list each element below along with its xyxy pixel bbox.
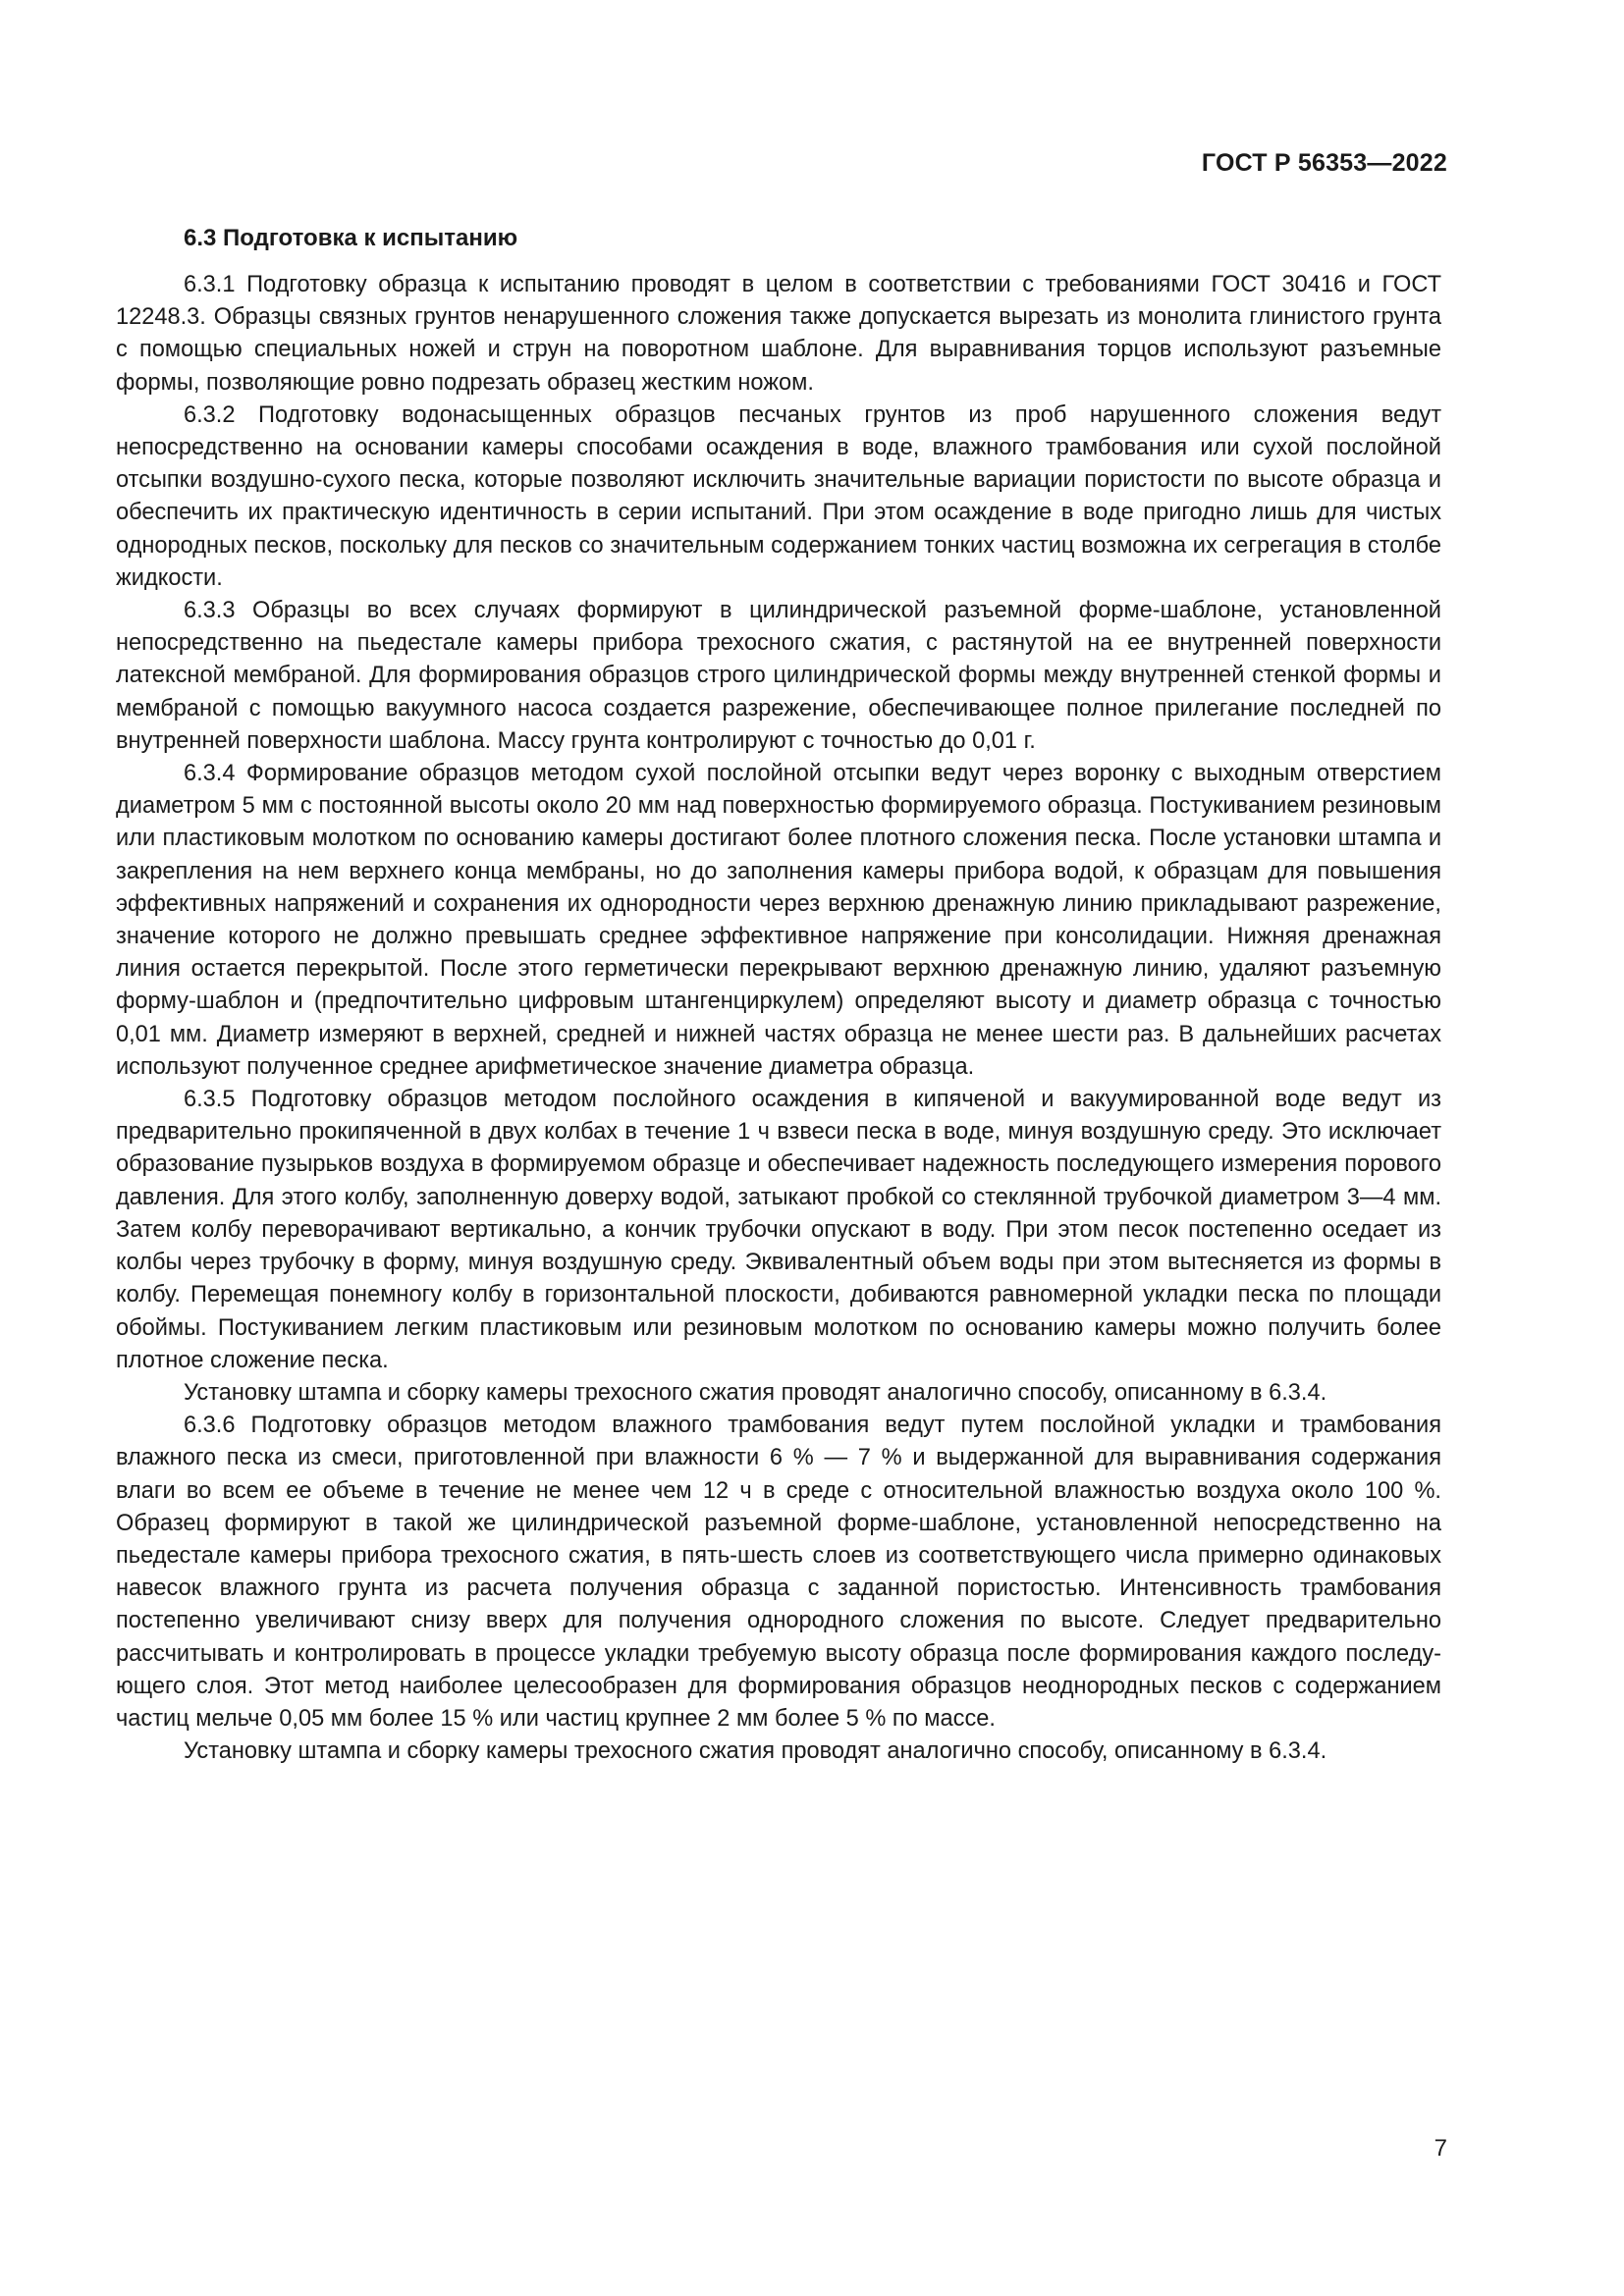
paragraph-6-3-6: 6.3.6 Подготовку образцов методом влажного трамбования ведут путем послойной укладки и трамбования влажного песка из смеси, приготовленной при влажности 6 % — 7 % и выдержанной для выравнивания содержания влаги во всем ее объеме в течение не менее чем 12 ч в среде с относительной влажностью воздуха около 100 %. Образец формируют в такой же цилиндрической разъемной форме-шаблоне, установленной непосредственно на пьедестале камеры прибора трехосного сжатия, в пять-шесть слоев из соответствующего числа примерно одинаковых навесок влажного грунта из расчета получения образца с заданной пористостью. Интенсивность трамбования постепенно увеличивают снизу вверх для получения однородного сложения по высоте. Следует предварительно рассчитывать и контролировать в процессе укладки требуемую высоту образца после формирования каждого последующего слоя. Этот метод наиболее целесообразен для формирования образцов неоднородных песков с содержанием частиц мельче 0,05 мм более 15 % или частиц крупнее 2 мм более 5 % по массе. [116, 1413, 1441, 1732]
paragraph-assembly-note-2: Установку штампа и сборку камеры трехосного сжатия проводят аналогично способу, описанному в 6.3.4. [184, 1738, 1327, 1765]
paragraph-6-3-3: 6.3.3 Образцы во всех случаях формируют в цилиндрической разъемной форме-шаблоне, установленной непосредственно на пьедестале камеры прибора трехосного сжатия, с растянутой на ее внутренней поверхности латексной мембраной. Для формирования образцов строго цилиндрической формы между внутренней стенкой формы и мембраной с помощью вакуумного насоса создается разрежение, обеспечивающее полное прилегание последней по внутренней поверхности шаблона. Массу грунта контролируют с точностью до 0,01 г. [116, 598, 1441, 754]
page-number: 7 [1434, 2135, 1447, 2162]
paragraph-6-3-4: 6.3.4 Формирование образцов методом сухой послойной отсыпки ведут через воронку с выходным отверстием диаметром 5 мм с постоянной высоты около 20 мм над поверхностью формируемого образца. Постукиванием резиновым или пластиковым молотком по основанию камеры достигают более плотного сложения песка. После установки штампа и закрепления на нем верхнего конца мембраны, но до заполнения камеры прибора водой, к образцам для повышения эффективных напряжений и сохранения их однородности через верхнюю дренажную линию прикладывают разрежение, значение которого не должно превышать среднее эффективное напряжение при консолидации. Нижняя дренажная линия остается перекрытой. После этого герметически перекрывают верхнюю дренажную линию, удаляют разъемную форму-шаблон и (предпочтительно цифровым штангенциркулем) определяют высоту и диаметр образца с точностью 0,01 мм. Диаметр измеряют в верхней, средней и нижней частях образца не менее шести раз. В дальнейших расчетах используют полученное среднее арифметическое значение диаметра образца. [116, 761, 1441, 1080]
document-code-header: ГОСТ Р 56353—2022 [1201, 149, 1447, 177]
paragraph-6-3-1: 6.3.1 Подготовку образца к испытанию проводят в целом в соответствии с требованиями ГОСТ 30416 и ГОСТ 12248.3. Образцы связных грунтов ненарушенного сложения также допускается вырезать из монолита глинистого грунта с помощью специальных ножей и струн на поворотном шаблоне. Для выравнивания торцов используют разъемные формы, позволяющие ровно подрезать образец жестким ножом. [116, 272, 1441, 396]
section-content [116, 222, 1441, 1768]
paragraph-6-3-5: 6.3.5 Подготовку образцов методом послойного осаждения в кипяченой и вакуумированной воде ведут из предварительно прокипяченной в двух колбах в течение 1 ч взвеси песка в воде, минуя воздушную среду. Это исключает образование пузырьков воздуха в формируемом образце и обеспечивает надежность последующего измерения порового давления. Для этого колбу, заполненную доверху водой, затыкают пробкой со стеклянной трубочкой диаметром 3—4 мм. Затем колбу переворачивают вертикально, а кончик трубочки опускают в воду. При этом песок постепенно оседает из колбы через трубочку в форму, минуя воздушную среду. Эквивалентный объем воды при этом вытесняется из формы в колбу. Перемещая понемногу колбу в горизонтальной плоскости, добиваются равномерной укладки песка по площади обоймы. Постукиванием легким пластиковым или резиновым молотком по основанию камеры можно получить более плотное сложение песка. [116, 1087, 1441, 1373]
paragraph-6-3-2: 6.3.2 Подготовку водонасыщенных образцов песчаных грунтов из проб нарушенного сложения ведут непосредственно на основании камеры способами осаждения в воде, влажного трамбования или сухой послойной отсыпки воздушно-сухого песка, которые позволяют исключить значительные вариации пористости по высоте образца и обеспечить их практическую идентичность в серии испытаний. При этом осаждение в воде пригодно лишь для чистых однородных песков, поскольку для песков со значительным содержанием тонких частиц возможна их сегрегация в столбе жидкости. [116, 401, 1441, 591]
section-title: 6.3 Подготовка к испытанию [184, 225, 518, 251]
paragraph-assembly-note-1: Установку штампа и сборку камеры трехосного сжатия проводят аналогично способу, описанному в 6.3.4. [184, 1379, 1327, 1406]
